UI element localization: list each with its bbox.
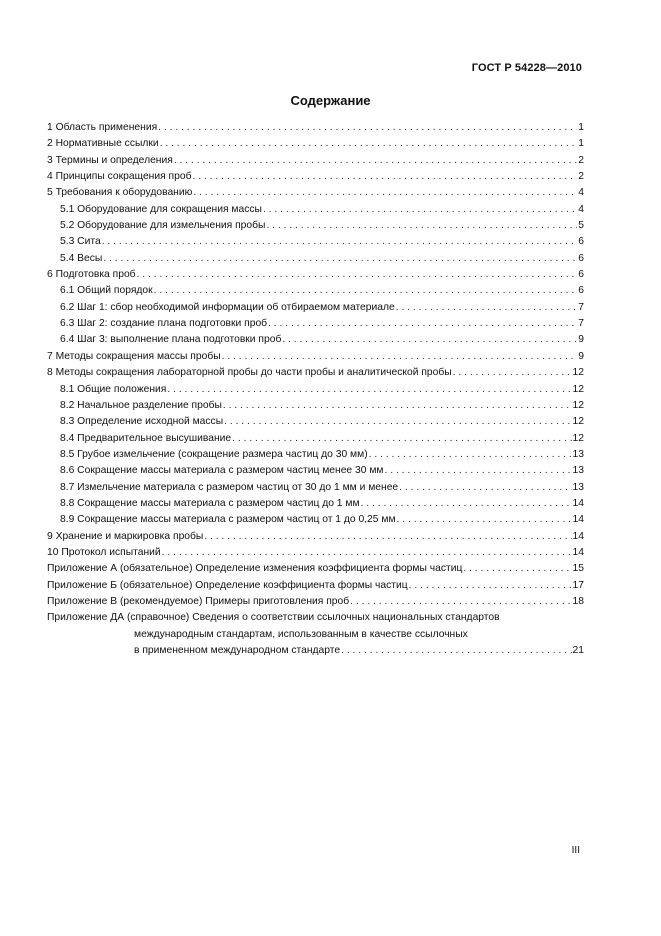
toc-entry-label: 9 Хранение и маркировка пробы (47, 530, 204, 542)
toc-entry-label: 8.8 Сокращение массы материала с размером частиц до 1 мм (60, 497, 360, 509)
toc-leader-dots (204, 529, 571, 545)
toc-leader-dots (282, 332, 577, 348)
toc-leader-dots (162, 545, 572, 561)
toc-entry[interactable] (47, 463, 584, 479)
toc-entry-page: 15 (572, 563, 584, 575)
toc-leader-dots (137, 267, 578, 283)
toc-entry[interactable] (47, 512, 584, 528)
toc-entry-label: 8.2 Начальное разделение пробы (60, 399, 222, 411)
toc-entry[interactable] (47, 300, 584, 316)
toc-entry-page: 4 (578, 203, 584, 215)
toc-entry-page: 17 (572, 579, 584, 591)
toc-entry-page: 14 (572, 546, 584, 558)
toc-leader-dots (396, 300, 578, 316)
toc-entry-page: 14 (572, 530, 584, 542)
toc-entry[interactable] (47, 529, 584, 545)
toc-leader-dots (263, 202, 577, 218)
toc-entry[interactable] (47, 234, 584, 250)
toc-entry-line-1: Приложение ДА (справочное) Сведения о соответствии ссылочных национальных стандартов (47, 612, 500, 624)
toc-leader-dots (224, 414, 571, 430)
toc-entry-label: 5 Требования к оборудованию (47, 187, 193, 199)
toc-leader-dots (167, 382, 571, 398)
toc-entry-label: 8.5 Грубое измельчение (сокращение размера частиц до 30 мм) (60, 448, 368, 460)
toc-entry[interactable] (47, 496, 584, 512)
toc-leader-dots (397, 512, 572, 528)
toc-entry-page: 9 (578, 350, 584, 362)
toc-entry-label: 6.4 Шаг 3: выполнение плана подготовки проб (60, 334, 282, 346)
toc-entry[interactable] (47, 414, 584, 430)
toc-entry[interactable] (47, 365, 584, 381)
toc-entry[interactable] (47, 382, 584, 398)
standard-code: ГОСТ Р 54228—2010 (471, 62, 582, 74)
toc-leader-dots (222, 349, 578, 365)
toc-entry[interactable] (47, 545, 584, 561)
toc-entry-page: 5 (578, 220, 584, 232)
toc-entry[interactable] (47, 218, 584, 234)
toc-leader-dots (350, 594, 571, 610)
toc-entry-label: 10 Протокол испытаний (47, 546, 161, 558)
toc-entry-page: 2 (578, 154, 584, 166)
toc-entry-label: 8.1 Общие положения (60, 383, 167, 395)
toc-entry-label: 8.9 Сокращение массы материала с размером частиц от 1 до 0,25 мм (60, 514, 396, 526)
toc-entry[interactable] (47, 431, 584, 447)
toc-entry-label: 1 Область применения (47, 122, 158, 133)
toc-entry-page: 12 (572, 416, 584, 428)
toc-entry-page: 12 (572, 367, 584, 379)
toc-entry-page: 6 (578, 285, 584, 297)
toc-entry[interactable] (47, 316, 584, 332)
toc-entry-label: 5.2 Оборудование для измельчения пробы (60, 220, 266, 232)
toc-entry[interactable] (47, 251, 584, 267)
toc-entry-page: 7 (578, 301, 584, 313)
toc-entry-page: 6 (578, 252, 584, 264)
toc-entry[interactable] (47, 561, 584, 577)
toc-entry[interactable] (47, 202, 584, 218)
toc-entry-label: 7 Методы сокращения массы пробы (47, 350, 221, 362)
toc-entry-label: 6 Подготовка проб (47, 269, 136, 281)
toc-entry[interactable] (47, 332, 584, 348)
toc-entry-label: 5.1 Оборудование для сокращения массы (60, 203, 262, 215)
toc-entry-label: Приложение В (рекомендуемое) Примеры приготовления проб (47, 595, 350, 607)
toc-leader-dots (193, 185, 577, 201)
toc-entry-page: 7 (578, 318, 584, 330)
toc-leader-dots (453, 365, 572, 381)
toc-entry-label: 8 Методы сокращения лабораторной пробы до части пробы и аналитической пробы (47, 367, 452, 379)
toc-leader-dots (192, 169, 577, 185)
toc-entry[interactable] (47, 283, 584, 299)
toc-entry-label: Приложение А (обязательное) Определение изменения коэффициента формы частиц (47, 563, 463, 575)
toc-entry-label: 8.4 Предварительное высушивание (60, 432, 232, 444)
toc-entry-page: 13 (572, 465, 584, 477)
toc-entry-page: 1 (578, 138, 584, 150)
toc-entry-label: 5.4 Весы (60, 252, 103, 264)
toc-leader-dots (158, 120, 577, 136)
toc-entry-label: 6.1 Общий порядок (60, 285, 153, 297)
toc-entry[interactable] (47, 153, 584, 169)
toc-entry[interactable] (47, 169, 584, 185)
toc-leader-dots (463, 561, 571, 577)
toc-leader-dots (385, 463, 572, 479)
toc-entry[interactable] (47, 480, 584, 496)
toc-leader-dots (223, 398, 572, 414)
toc-entry-label: 3 Термины и определения (47, 154, 173, 166)
toc-entry-label: 6.3 Шаг 2: создание плана подготовки проб (60, 318, 268, 330)
toc-entry-label: 2 Нормативные ссылки (47, 138, 159, 150)
toc-entry-multiline[interactable] (47, 610, 584, 659)
toc-leader-dots (102, 234, 578, 250)
toc-title: Содержание (290, 93, 371, 108)
toc-leader-dots (266, 218, 577, 234)
toc-entry-page: 9 (578, 334, 584, 346)
toc-entry[interactable] (47, 594, 584, 610)
toc-entry[interactable] (47, 349, 584, 365)
toc-leader-dots (341, 643, 571, 659)
toc-entry-page: 1 (578, 122, 584, 133)
toc-rows (47, 120, 584, 610)
toc-entry[interactable] (47, 578, 584, 594)
toc-entry-page: 13 (572, 481, 584, 493)
toc-leader-dots (174, 153, 577, 169)
toc-entry[interactable] (47, 398, 584, 414)
toc-entry-label: 8.7 Измельчение материала с размером частиц от 30 до 1 мм и менее (60, 481, 399, 493)
toc-entry-page: 14 (572, 514, 584, 526)
toc-entry[interactable] (47, 185, 584, 201)
toc-entry-page: 13 (572, 448, 584, 460)
toc-leader-dots (409, 578, 572, 594)
toc-entry-page: 21 (572, 645, 584, 656)
toc-entry-line-2: международным стандартам, использованным в качестве ссылочных (134, 628, 468, 640)
toc-entry[interactable] (47, 447, 584, 463)
toc-entry-page: 12 (572, 432, 584, 444)
toc-entry-label: в примененном международном стандарте (134, 645, 341, 656)
toc-entry-page: 6 (578, 269, 584, 281)
table-of-contents (47, 120, 584, 659)
toc-leader-dots (369, 447, 572, 463)
toc-leader-dots (399, 480, 571, 496)
toc-entry-label: Приложение Б (обязательное) Определение коэффициента формы частиц (47, 579, 408, 591)
toc-leader-dots (160, 136, 578, 152)
toc-entry[interactable] (47, 120, 584, 136)
toc-entry-label: 8.6 Сокращение массы материала с размером частиц менее 30 мм (60, 465, 384, 477)
toc-entry[interactable] (47, 136, 584, 152)
toc-leader-dots (232, 431, 571, 447)
toc-leader-dots (361, 496, 572, 512)
toc-entry-page: 4 (578, 187, 584, 199)
toc-entry-page: 18 (572, 595, 584, 607)
toc-entry-label: 5.3 Сита (60, 236, 101, 248)
toc-leader-dots (103, 251, 577, 267)
toc-entry-page: 12 (572, 399, 584, 411)
toc-entry-page: 12 (572, 383, 584, 395)
toc-entry-label: 4 Принципы сокращения проб (47, 171, 192, 183)
toc-entry-line-3 (47, 643, 584, 659)
toc-entry-label: 6.2 Шаг 1: сбор необходимой информации об отбираемом материале (60, 301, 395, 313)
toc-entry-page: 14 (572, 497, 584, 509)
toc-entry-page: 6 (578, 236, 584, 248)
toc-entry[interactable] (47, 267, 584, 283)
toc-entry-page: 2 (578, 171, 584, 183)
toc-leader-dots (268, 316, 577, 332)
toc-leader-dots (154, 283, 578, 299)
page-number: III (571, 845, 580, 856)
toc-entry-label: 8.3 Определение исходной массы (60, 416, 224, 428)
